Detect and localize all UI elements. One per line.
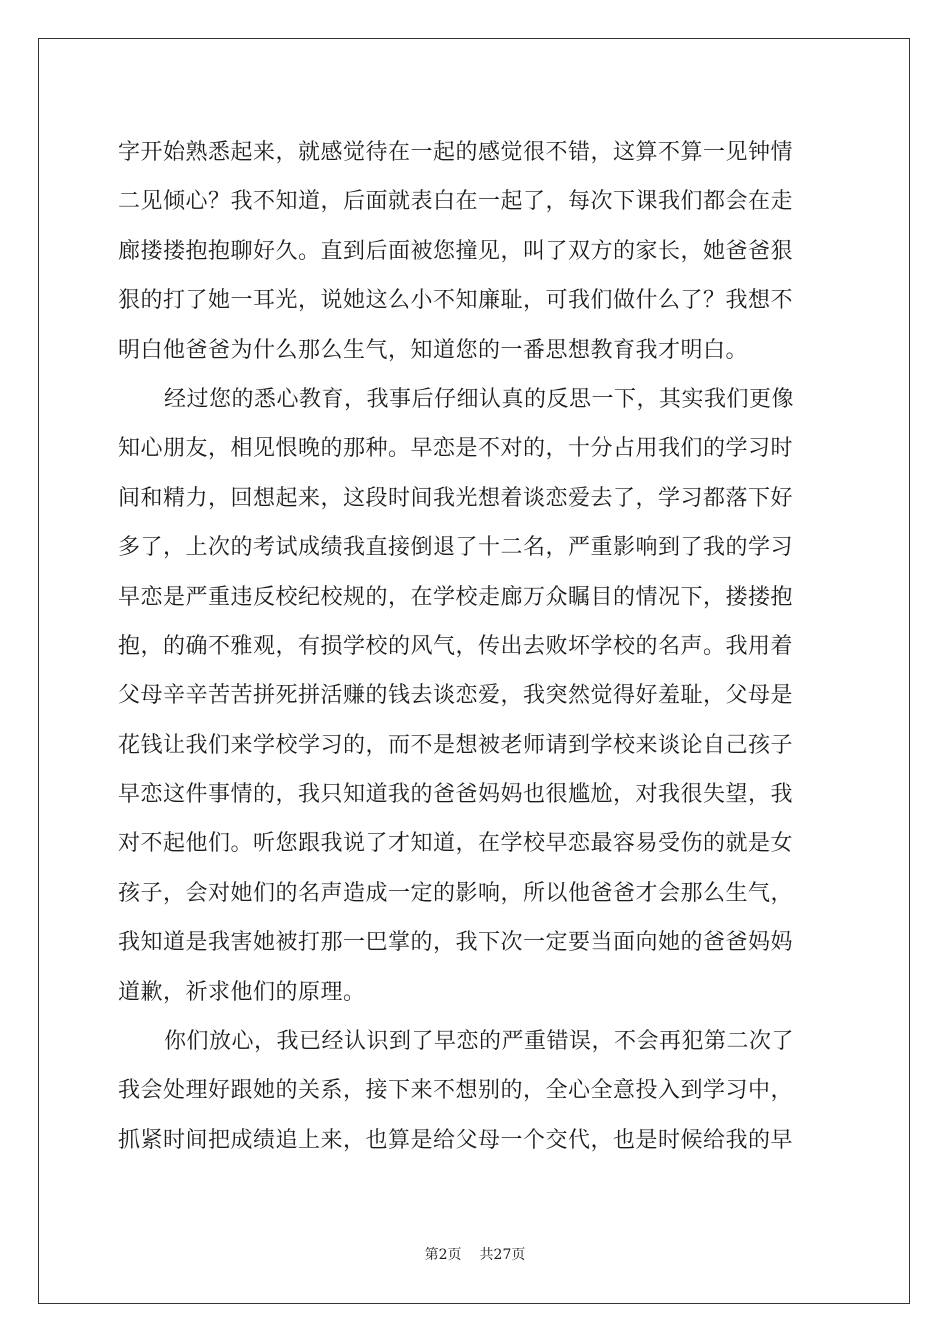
text-line: 孩子，会对她们的名声造成一定的影响，所以他爸爸才会那么生气， xyxy=(118,880,794,906)
text-line: 早恋是严重违反校纪校规的，在学校走廊万众瞩目的情况下，搂搂抱 xyxy=(118,584,794,610)
text-line: 道歉，祈求他们的原理。 xyxy=(118,979,366,1005)
text-line: 字开始熟悉起来，就感觉待在一起的感觉很不错，这算不算一见钟情 xyxy=(118,140,794,165)
page-total: 共27页 xyxy=(479,1247,526,1263)
text-line: 抱，的确不雅观，有损学校的风气，传出去败坏学校的名声。我用着 xyxy=(118,633,794,659)
text-line: 花钱让我们来学校学习的，而不是想被老师请到学校来谈论自己孩子 xyxy=(118,732,794,758)
text-line: 间和精力，回想起来，这段时间我光想着谈恋爱去了，学习都落下好 xyxy=(118,485,794,511)
text-line: 明白他爸爸为什么那么生气，知道您的一番思想教育我才明白。 xyxy=(118,337,749,363)
text-line: 父母辛辛苦苦拼死拼活赚的钱去谈恋爱，我突然觉得好羞耻，父母是 xyxy=(118,683,794,709)
page-number: 第2页 xyxy=(424,1247,462,1263)
document-body xyxy=(118,128,834,1165)
text-line: 知心朋友，相见恨晚的那种。早恋是不对的，十分占用我们的学习时 xyxy=(118,436,794,462)
text-line: 廊搂搂抱抱聊好久。直到后面被您撞见，叫了双方的家长，她爸爸狠 xyxy=(118,238,794,264)
text-line: 早恋这件事情的，我只知道我的爸爸妈妈也很尴尬，对我很失望，我 xyxy=(118,782,794,808)
paragraph-start-line: 经过您的悉心教育，我事后仔细认真的反思一下，其实我们更像 xyxy=(164,386,795,412)
text-line: 我会处理好跟她的关系，接下来不想别的，全心全意投入到学习中， xyxy=(118,1078,794,1104)
paragraph-start-line: 你们放心，我已经认识到了早恋的严重错误，不会再犯第二次了 xyxy=(164,1029,795,1055)
text-line: 我知道是我害她被打那一巴掌的，我下次一定要当面向她的爸爸妈妈 xyxy=(118,930,794,956)
text-line: 狠的打了她一耳光，说她这么小不知廉耻，可我们做什么了？我想不 xyxy=(118,288,794,314)
page-footer xyxy=(0,1244,950,1264)
text-line: 对不起他们。听您跟我说了才知道，在学校早恋最容易受伤的就是女 xyxy=(118,831,794,857)
text-line: 多了，上次的考试成绩我直接倒退了十二名，严重影响到了我的学习 xyxy=(118,535,794,561)
text-line: 抓紧时间把成绩追上来，也算是给父母一个交代，也是时候给我的早 xyxy=(118,1127,794,1153)
text-line: 二见倾心？我不知道，后面就表白在一起了，每次下课我们都会在走 xyxy=(118,189,794,215)
